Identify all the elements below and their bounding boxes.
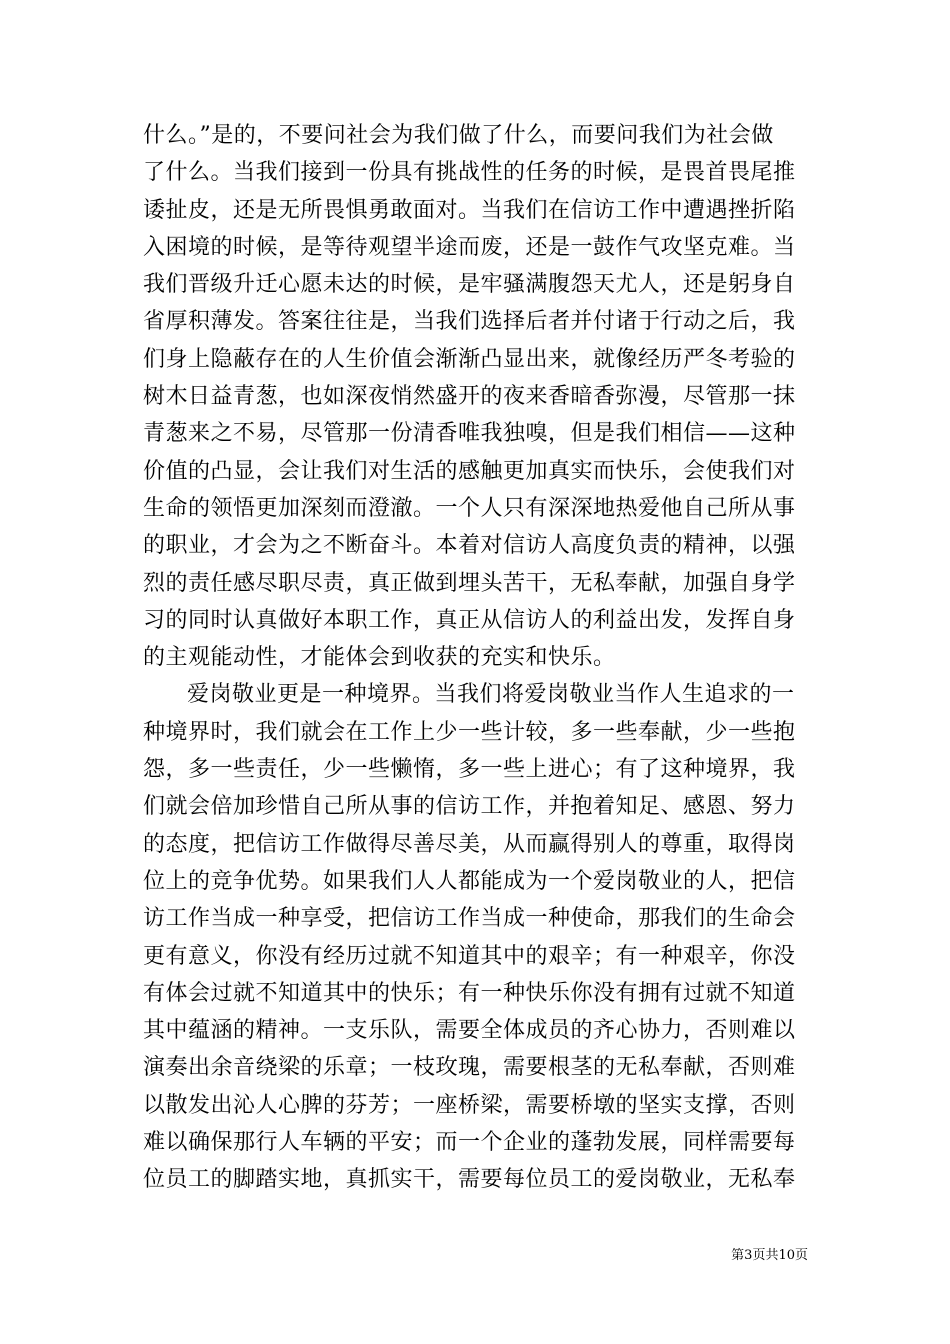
text-line: 其中蕴涵的精神。一支乐队，需要全体成员的齐心协力，否则难以 <box>143 1018 796 1044</box>
body-text <box>143 117 813 1199</box>
text-line: 难以确保那行人车辆的平安；而一个企业的蓬勃发展，同样需要每 <box>143 1130 796 1156</box>
text-line: 的职业，才会为之不断奋斗。本着对信访人高度负责的精神，以强 <box>143 533 796 559</box>
text-line: 树木日益青葱，也如深夜悄然盛开的夜来香暗香弥漫，尽管那一抹 <box>143 384 796 410</box>
text-line: 青葱来之不易，尽管那一份清香唯我独嗅，但是我们相信——这种 <box>143 421 796 447</box>
text-line: 有体会过就不知道其中的快乐；有一种快乐你没有拥有过就不知道 <box>143 980 796 1006</box>
text-line: 的态度，把信访工作做得尽善尽美，从而赢得别人的尊重，取得岗 <box>143 831 796 857</box>
text-line: 的主观能动性，才能体会到收获的充实和快乐。 <box>143 645 616 671</box>
text-line: 诿扯皮，还是无所畏惧勇敢面对。当我们在信访工作中遭遇挫折陷 <box>143 197 796 223</box>
text-line: 们身上隐蔽存在的人生价值会渐渐凸显出来，就像经历严冬考验的 <box>143 346 796 372</box>
text-line: 了什么。当我们接到一份具有挑战性的任务的时候，是畏首畏尾推 <box>143 160 796 186</box>
text-line: 位上的竞争优势。如果我们人人都能成为一个爱岗敬业的人，把信 <box>143 868 796 894</box>
text-line: 更有意义，你没有经历过就不知道其中的艰辛；有一种艰辛，你没 <box>143 943 796 969</box>
paragraph-start-line: 爱岗敬业更是一种境界。当我们将爱岗敬业当作人生追求的一 <box>187 682 795 708</box>
text-line: 习的同时认真做好本职工作，真正从信访人的利益出发，发挥自身 <box>143 607 796 633</box>
text-line: 什么。”是的，不要问社会为我们做了什么，而要问我们为社会做 <box>143 123 774 148</box>
page-number-footer: 第3页共10页 <box>731 1248 808 1263</box>
text-line: 怨，多一些责任，少一些懒惰，多一些上进心；有了这种境界，我 <box>143 757 796 783</box>
text-line: 种境界时，我们就会在工作上少一些计较，多一些奉献，少一些抱 <box>143 719 796 745</box>
text-line: 以散发出沁人心脾的芬芳；一座桥梁，需要桥墩的坚实支撑，否则 <box>143 1092 796 1118</box>
text-line: 位员工的脚踏实地，真抓实干，需要每位员工的爱岗敬业，无私奉 <box>143 1167 796 1193</box>
text-line: 价值的凸显，会让我们对生活的感触更加真实而快乐，会使我们对 <box>143 458 796 484</box>
text-line: 省厚积薄发。答案往往是，当我们选择后者并付诸于行动之后，我 <box>143 309 796 335</box>
text-line: 我们晋级升迁心愿未达的时候，是牢骚满腹怨天尤人，还是躬身自 <box>143 272 796 298</box>
text-line: 入困境的时候，是等待观望半途而废，还是一鼓作气攻坚克难。当 <box>143 234 796 260</box>
text-line: 们就会倍加珍惜自己所从事的信访工作，并抱着知足、感恩、努力 <box>143 794 796 820</box>
text-line: 生命的领悟更加深刻而澄澈。一个人只有深深地热爱他自己所从事 <box>143 495 796 521</box>
text-line: 演奏出余音绕梁的乐章；一枝玫瑰，需要根茎的无私奉献，否则难 <box>143 1055 796 1081</box>
text-line: 烈的责任感尽职尽责，真正做到埋头苦干，无私奉献，加强自身学 <box>143 570 796 596</box>
text-line: 访工作当成一种享受，把信访工作当成一种使命，那我们的生命会 <box>143 906 796 932</box>
